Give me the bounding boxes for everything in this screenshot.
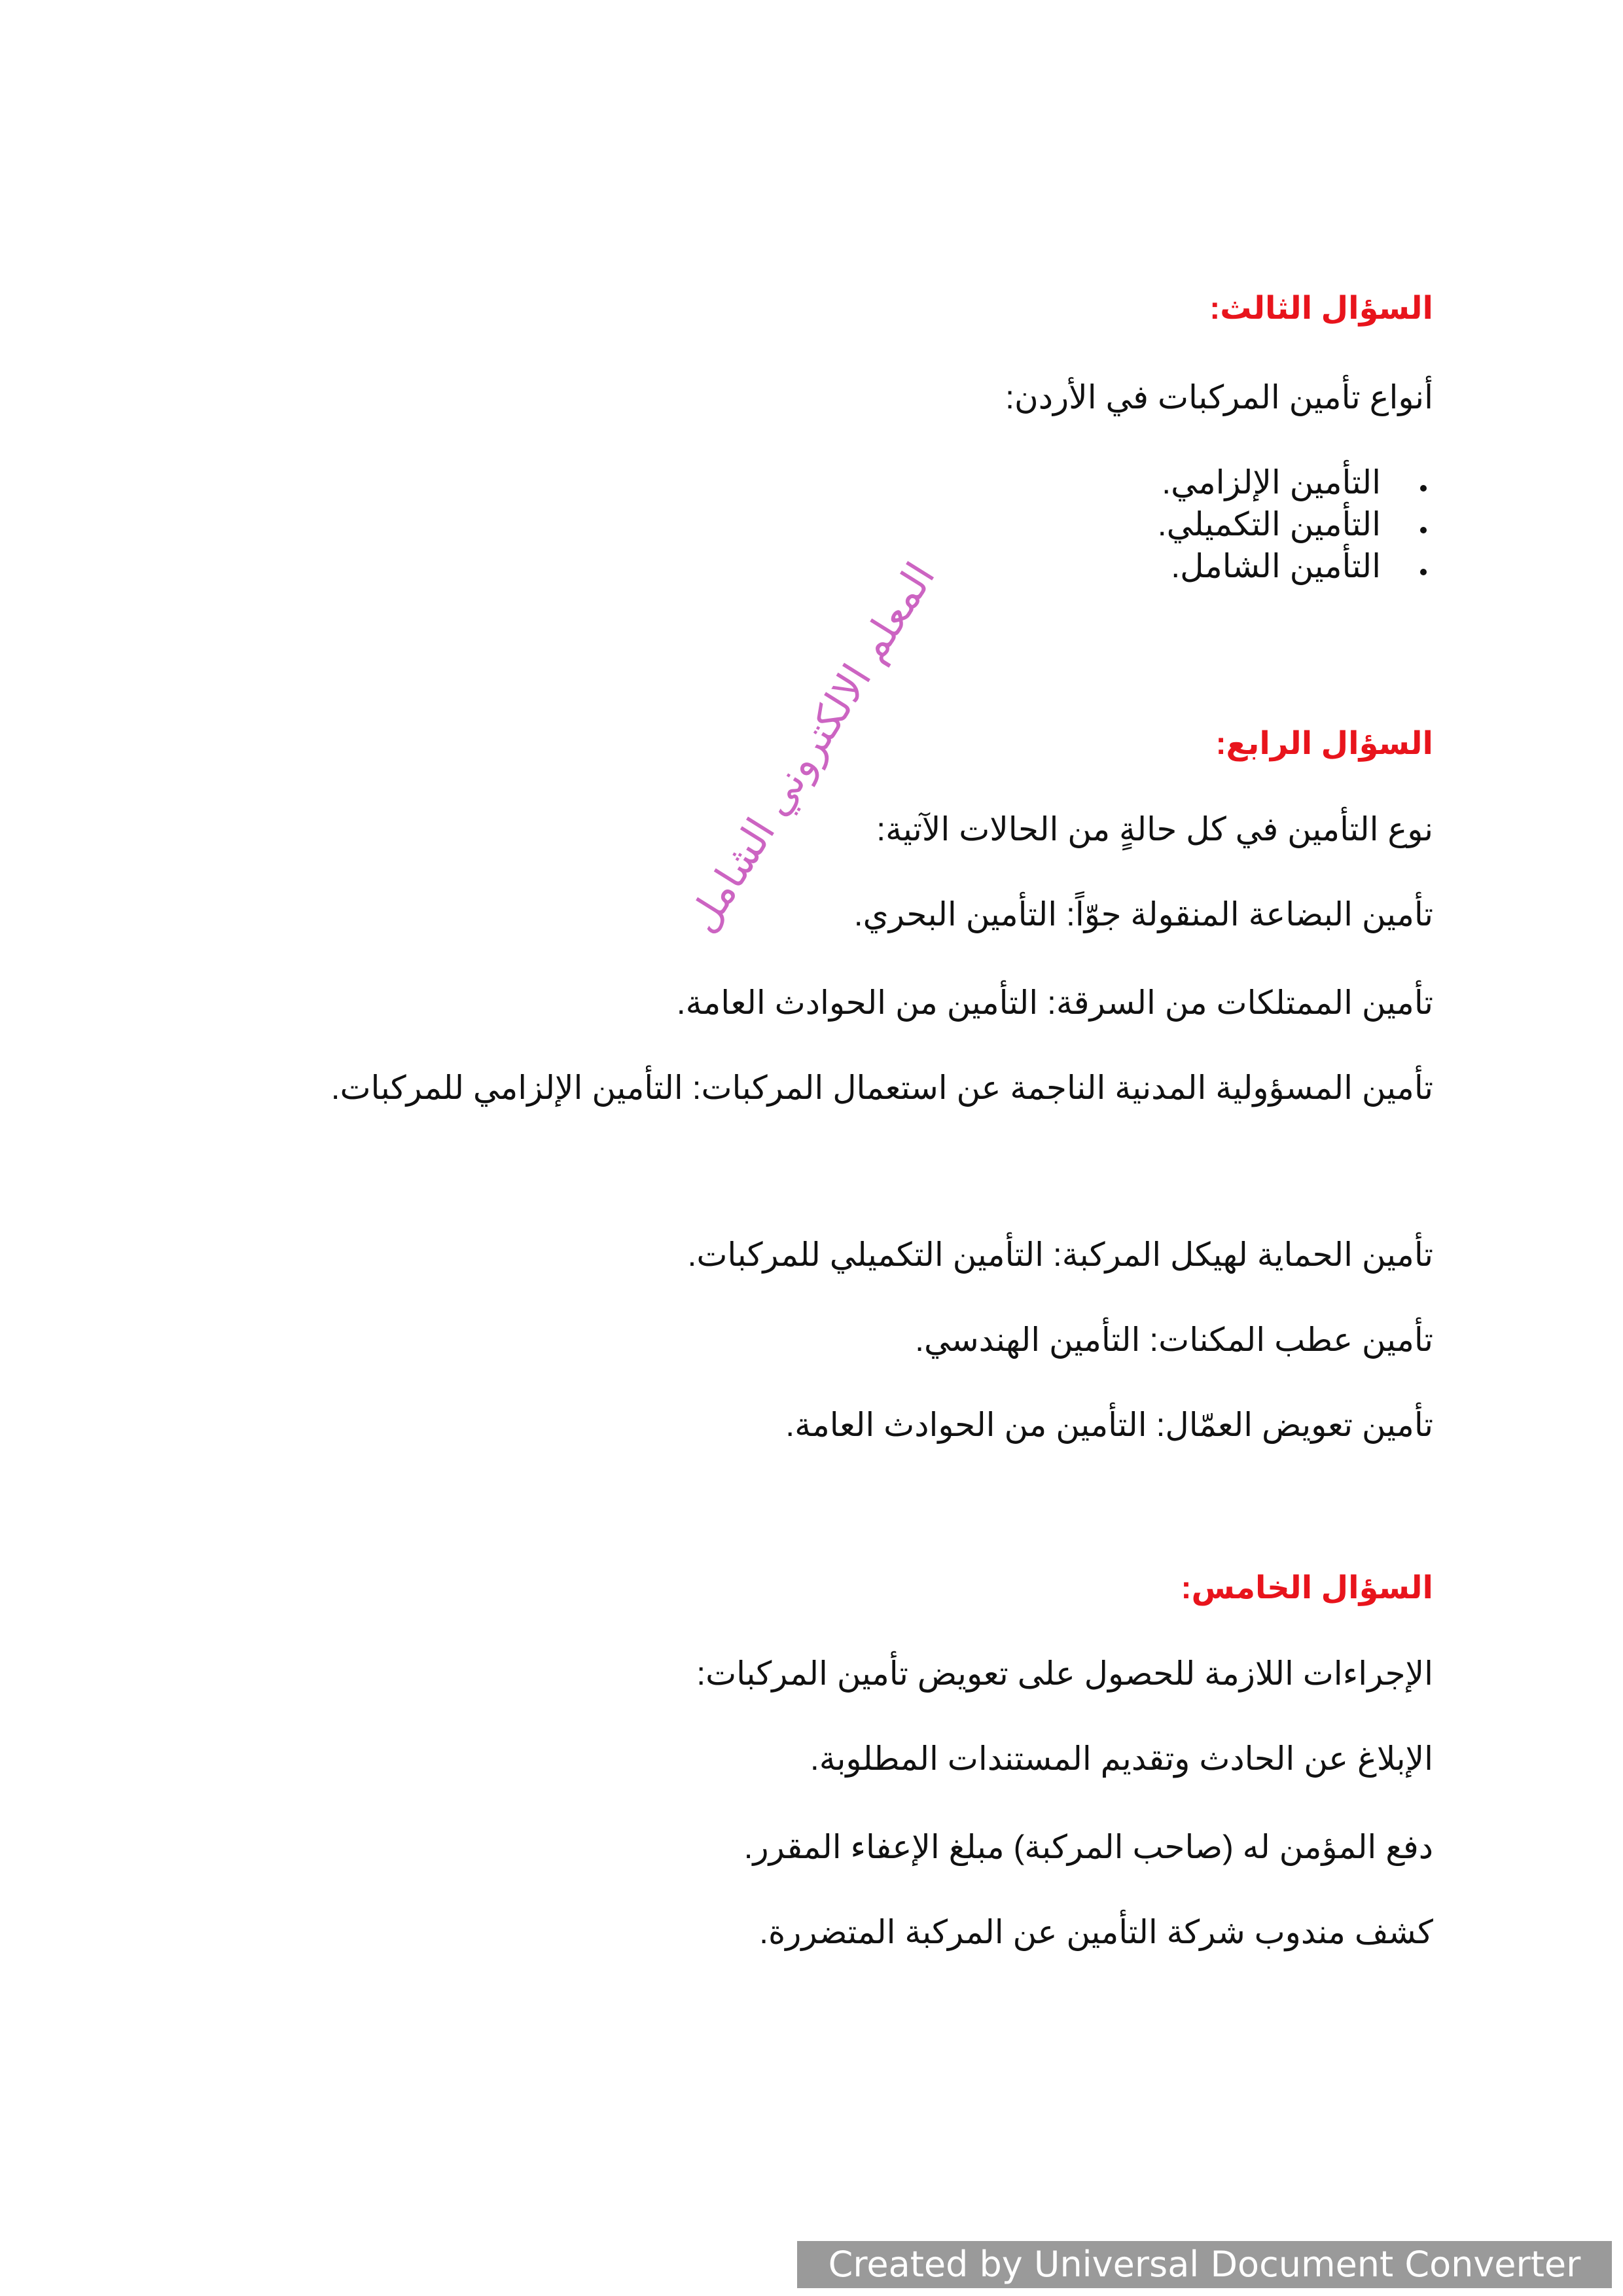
q3-intro: أنواع تأمين المركبات في الأردن: bbox=[1005, 379, 1433, 416]
q4-line: تأمين تعويض العمّال: التأمين من الحوادث العامة. bbox=[785, 1407, 1433, 1443]
q5-line: الإبلاغ عن الحادث وتقديم المستندات المطلوبة. bbox=[810, 1740, 1433, 1777]
q4-line: تأمين الحماية لهيكل المركبة: التأمين التكميلي للمركبات. bbox=[687, 1236, 1433, 1273]
q4-heading: السؤال الرابع: bbox=[1215, 726, 1433, 761]
q3-heading: السؤال الثالث: bbox=[1209, 291, 1433, 326]
q5-line: دفع المؤمن له (صاحب المركبة) مبلغ الإعفاء المقرر. bbox=[743, 1829, 1433, 1865]
list-item: التأمين الشامل. bbox=[1158, 545, 1381, 587]
q4-line: تأمين عطب المكنات: التأمين الهندسي. bbox=[915, 1321, 1433, 1358]
q4-intro: نوع التأمين في كل حالةٍ من الحالات الآتية: bbox=[876, 811, 1433, 848]
q4-line: تأمين البضاعة المنقولة جوّاً: التأمين البحري. bbox=[853, 896, 1433, 933]
q5-intro: الإجراءات اللازمة للحصول على تعويض تأمين المركبات: bbox=[696, 1655, 1433, 1692]
list-item: التأمين الإلزامي. bbox=[1158, 461, 1381, 503]
q4-line: تأمين المسؤولية المدنية الناجمة عن استعمال المركبات: التأمين الإلزامي للمركبات. bbox=[330, 1069, 1433, 1106]
q5-line: كشف مندوب شركة التأمين عن المركبة المتضررة. bbox=[759, 1914, 1433, 1950]
q4-line: تأمين الممتلكات من السرقة: التأمين من الحوادث العامة. bbox=[676, 984, 1433, 1021]
watermark: المعلم الالكتروني الشامل bbox=[677, 554, 944, 941]
list-item: التأمين التكميلي. bbox=[1158, 503, 1381, 545]
q5-heading: السؤال الخامس: bbox=[1181, 1571, 1433, 1605]
q3-bullet-list bbox=[1158, 461, 1433, 587]
converter-banner: Created by Universal Document Converter bbox=[797, 2241, 1612, 2288]
